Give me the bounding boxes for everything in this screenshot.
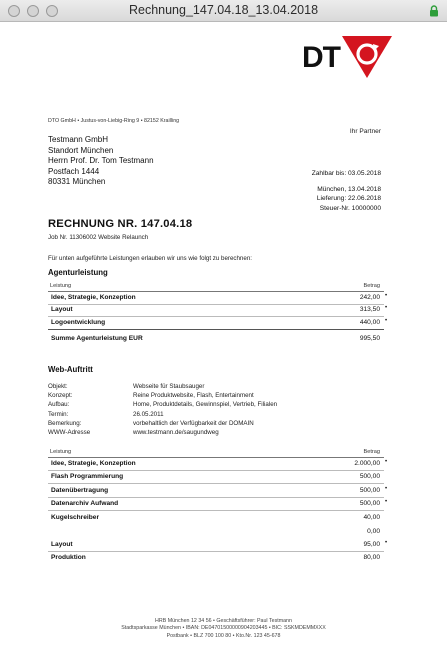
zoom-window-button[interactable] [46, 5, 58, 17]
detail-row [48, 400, 277, 409]
row-amount: 500,00 [359, 473, 380, 480]
table-row [48, 540, 388, 552]
detail-label: Konzept: [48, 392, 73, 400]
table-row [48, 527, 384, 539]
detail-label: Objekt: [48, 383, 68, 390]
sum-row [48, 334, 384, 346]
footer-line: Stadtsparkasse München • IBAN: DE04701500000904203445 • BIC: SSKMDEMMXXX [121, 625, 326, 632]
row-marker: • [385, 459, 388, 465]
table-row [48, 499, 388, 511]
detail-row [48, 382, 277, 391]
row-marker: • [385, 293, 388, 299]
payment-due: Zahlbar bis: 03.05.2018 [311, 170, 381, 177]
row-description: Layout [51, 306, 73, 313]
recipient-address [48, 135, 154, 188]
table-row [48, 486, 388, 498]
detail-value: 26.05.2011 [133, 410, 164, 418]
lock-icon [429, 5, 439, 17]
job-number: Job Nr. 11306002 Website Relaunch [48, 234, 149, 241]
detail-label: WWW-Adresse [48, 429, 91, 437]
minimize-window-button[interactable] [27, 5, 39, 17]
invoice-title: RECHNUNG NR. 147.04.18 [48, 218, 193, 230]
row-description: Kugelschreiber [51, 514, 100, 521]
sum-description: Summe Agenturleistung EUR [51, 335, 143, 342]
row-amount: 313,50 [359, 306, 380, 313]
row-amount: 95,00 [363, 541, 380, 548]
sum-divider [48, 329, 384, 330]
invoice-dates [317, 185, 381, 213]
column-header-leistung: Leistung [50, 449, 72, 455]
detail-label: Bemerkung: [48, 419, 82, 427]
row-amount: 80,00 [363, 554, 380, 561]
row-marker: • [385, 499, 388, 505]
sender-address-line: DTO GmbH • Justus-von-Liebig-Ring 9 • 82152 Krailling [48, 118, 180, 124]
row-amount: 500,00 [359, 487, 380, 494]
detail-row [48, 410, 277, 419]
row-marker: • [385, 318, 388, 324]
table-header [48, 448, 384, 458]
row-description: Idee, Strategie, Konzeption [51, 460, 136, 467]
intro-text: Für unten aufgeführte Leistungen erlauben wir uns wie folgt zu berechnen: [48, 255, 252, 262]
row-amount: 2.000,00 [354, 460, 380, 467]
section-title-agentur: Agenturleistung [48, 268, 108, 277]
detail-row [48, 419, 277, 428]
table-row [48, 553, 384, 565]
detail-value: vorbehaltlich der Verfügbarkeit der DOMAIN [133, 419, 254, 427]
column-header-betrag: Betrag [363, 283, 380, 289]
detail-value: Webseite für Staubsauger [133, 383, 205, 390]
row-description: Logoentwicklung [51, 319, 106, 326]
table-row [48, 293, 388, 305]
row-description: Layout [51, 541, 73, 548]
row-amount: 500,00 [359, 500, 380, 507]
detail-value: www.testmann.de/saugundweg [133, 429, 219, 437]
detail-label: Aufbau: [48, 401, 70, 409]
section-title-web: Web-Auftritt [48, 365, 93, 374]
row-amount: 0,00 [367, 528, 380, 535]
row-description: Datenübertragung [51, 487, 109, 494]
project-details [48, 382, 277, 437]
partner-label: Ihr Partner [349, 128, 381, 135]
table-row [48, 459, 388, 471]
detail-value: Home, Produktdetails, Gewinnspiel, Vertrieb, Filialen [133, 401, 278, 409]
window-titlebar [0, 0, 447, 22]
date-line: Lieferung: 22.06.2018 [316, 195, 381, 203]
row-amount: 40,00 [363, 514, 380, 521]
recipient-line: Standort München [48, 145, 114, 155]
dto-logo [302, 32, 392, 78]
row-marker: • [385, 486, 388, 492]
detail-row [48, 428, 277, 437]
row-marker: • [385, 305, 388, 311]
window-title: Rechnung_147.04.18_13.04.2018 [128, 3, 319, 17]
date-line: München, 13.04.2018 [317, 186, 381, 193]
row-amount: 242,00 [359, 294, 380, 301]
column-header-betrag: Betrag [363, 449, 380, 455]
table-row [48, 513, 384, 525]
table-row [48, 305, 388, 317]
detail-row [48, 391, 277, 400]
row-description: Idee, Strategie, Konzeption [51, 294, 136, 301]
row-description: Flash Programmierung [51, 473, 124, 480]
row-amount: 440,00 [359, 319, 380, 326]
detail-label: Termin: [48, 410, 69, 418]
recipient-line: Herrn Prof. Dr. Tom Testmann [48, 156, 154, 166]
recipient-line: Testmann GmbH [48, 135, 109, 144]
date-line: Steuer-Nr. 10000000 [319, 204, 381, 212]
invoice-footer [0, 618, 447, 640]
row-marker: • [385, 540, 388, 546]
detail-value: Reine Produktwebsite, Flash, Entertainment [133, 392, 254, 400]
close-window-button[interactable] [8, 5, 20, 17]
table-header [48, 282, 384, 292]
row-description: Produktion [51, 554, 86, 561]
footer-line: Postbank • BLZ 700 100 80 • Kto.Nr. 123 45-678 [166, 632, 281, 639]
invoice-document [0, 22, 447, 649]
column-header-leistung: Leistung [50, 283, 72, 289]
recipient-line: Postfach 1444 [48, 166, 100, 176]
svg-text:DT: DT [302, 41, 340, 74]
sum-amount: 995,50 [359, 335, 380, 342]
footer-line: HRB München 12 34 56 • Geschäftsführer: Paul Testmann [155, 618, 292, 624]
row-description: Datenarchiv Aufwand [51, 500, 119, 507]
table-row [48, 472, 384, 484]
recipient-line: 80331 München [48, 177, 106, 187]
